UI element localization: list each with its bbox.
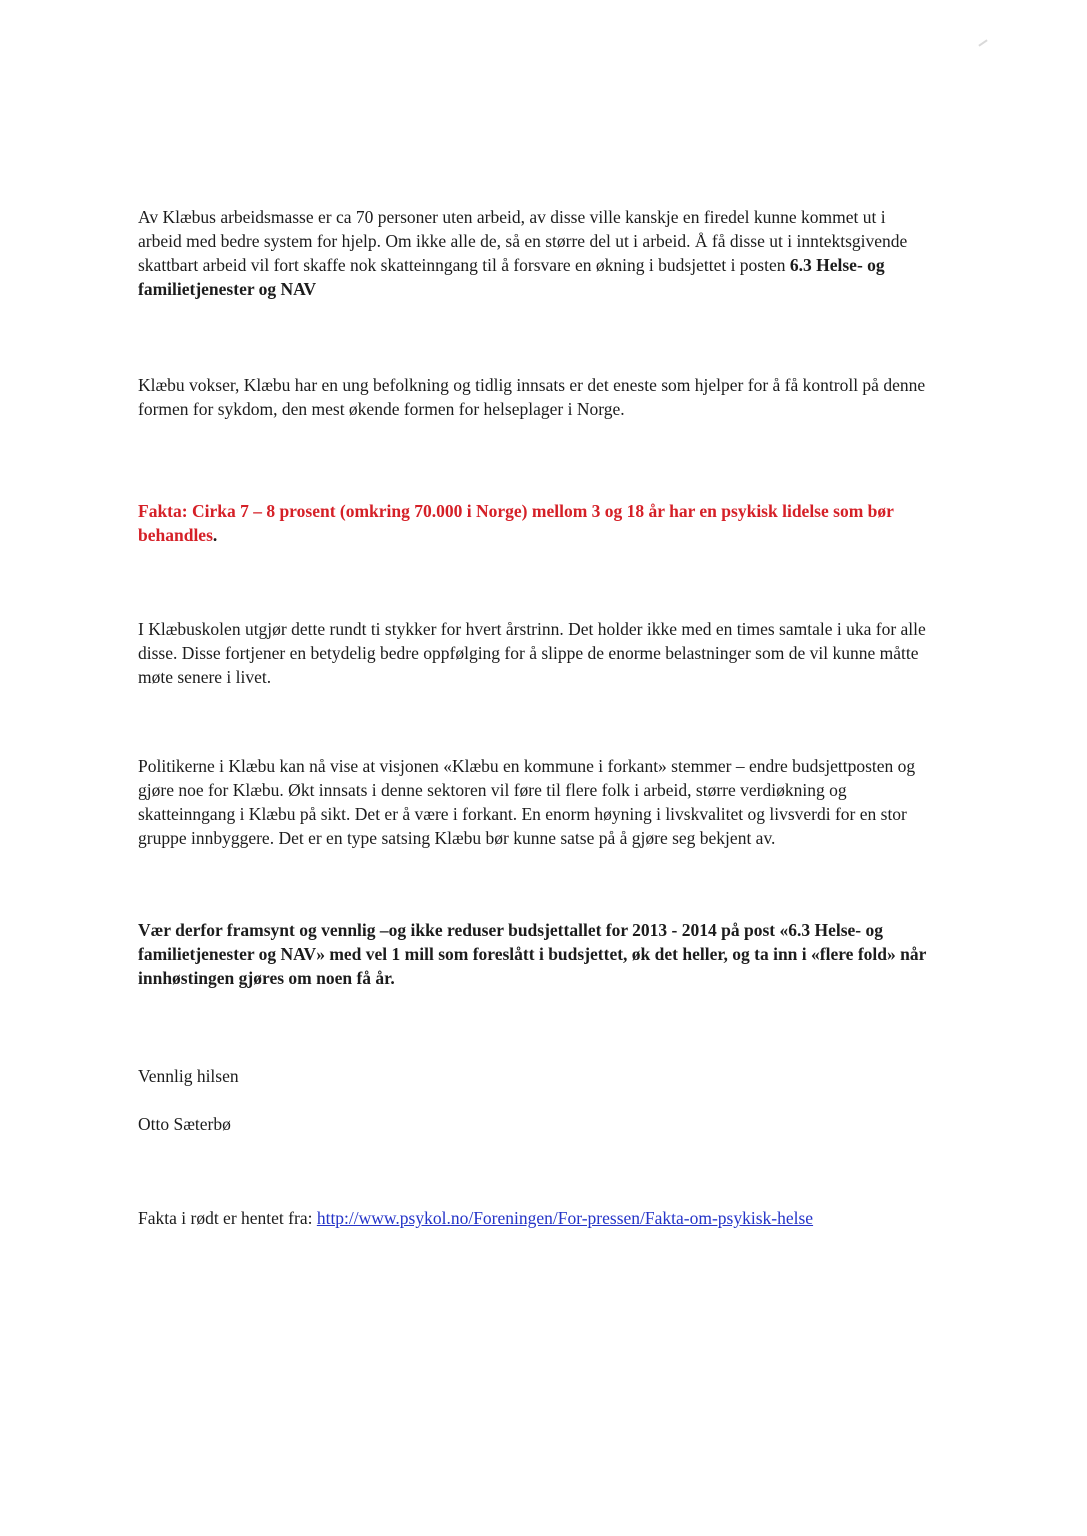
paragraph-fact-red	[138, 499, 933, 547]
paragraph-politicians-text: Politikerne i Klæbu kan nå vise at visjonen «Klæbu en kommune i forkant» stemmer – endre budsjettposten og gjøre noe for Klæbu. Økt innsats i denne sektoren vil føre til flere folk i arbeid, større verdiøkning og skatteinngang i Klæbu på sikt. Det er å være i forkant. En enorm høyning i livskvalitet og livsverdi for en stor gruppe innbyggere. Det er en type satsing Klæbu bør kunne satse på å gjøre seg bekjent av.	[138, 756, 916, 848]
paragraph-school	[138, 617, 933, 689]
fact-red-text: Fakta: Cirka 7 – 8 prosent (omkring 70.000 i Norge) mellom 3 og 18 år har en psykisk lidelse som bør behandles	[138, 501, 894, 545]
fact-period: .	[212, 525, 218, 545]
footer-source-link[interactable]: http://www.psykol.no/Foreningen/For-pressen/Fakta-om-psykisk-helse	[316, 1208, 814, 1228]
paragraph-workforce	[138, 205, 933, 301]
paragraph-workforce-text: Av Klæbus arbeidsmasse er ca 70 personer uten arbeid, av disse ville kanskje en firedel kunne kommet ut i arbeid med bedre system for hjelp. Om ikke alle de, så en større del ut i arbeid. Å få disse ut i inntektsgivende skattbart arbeid vil fort skaffe nok skatteinngang til å forsvare en økning i budsjettet i posten	[138, 207, 908, 275]
paragraph-appeal-bold	[138, 918, 933, 990]
footer-source-line	[138, 1206, 933, 1230]
paragraph-growth-text: Klæbu vokser, Klæbu har en ung befolkning og tidlig innsats er det eneste som hjelper for å få kontroll på denne formen for sykdom, den mest økende formen for helseplager i Norge.	[138, 375, 926, 419]
scan-artifact	[978, 39, 987, 46]
closing-text: Vennlig hilsen	[138, 1066, 239, 1086]
signature-line	[138, 1112, 933, 1136]
letter-content	[138, 205, 933, 1230]
signature-text: Otto Sæterbø	[138, 1114, 231, 1134]
paragraph-growth	[138, 373, 933, 421]
closing-line	[138, 1064, 933, 1088]
paragraph-school-text: I Klæbuskolen utgjør dette rundt ti stykker for hvert årstrinn. Det holder ikke med en times samtale i uka for alle disse. Disse fortjener en betydelig bedre oppfølging for å slippe de enorme belastninger som de vil kunne måtte møte senere i livet.	[138, 619, 926, 687]
footer-source-text: Fakta i rødt er hentet fra:	[138, 1208, 317, 1228]
paragraph-politicians	[138, 754, 933, 850]
paragraph-appeal-text: Vær derfor framsynt og vennlig –og ikke reduser budsjettallet for 2013 - 2014 på post «6.3 Helse- og familietjenester og NAV» med vel 1 mill som foreslått i budsjettet, øk det heller, og ta inn i «flere fold» når innhøstingen gjøres om noen få år.	[138, 920, 927, 988]
paragraph-workforce-budget-post-bold: 6.3 Helse- og familietjenester og NAV	[138, 255, 885, 299]
